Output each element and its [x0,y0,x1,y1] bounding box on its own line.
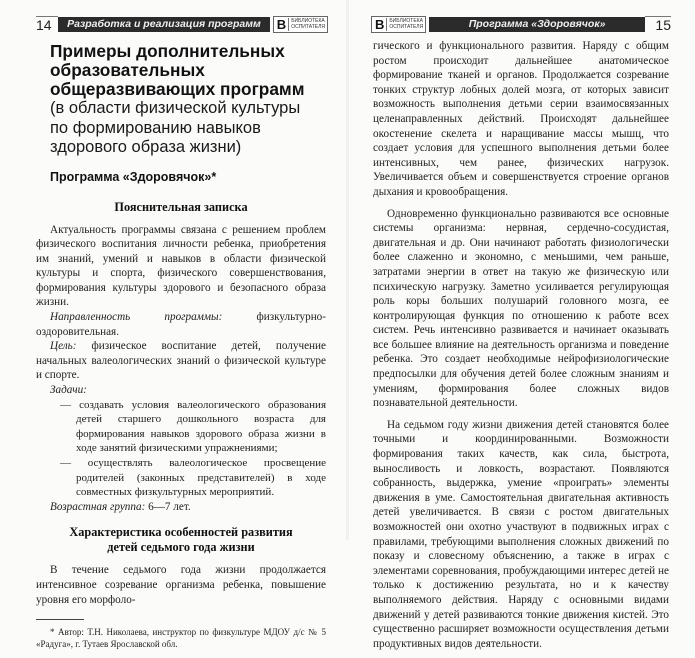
section-title-characteristics: Характеристика особенностей развития детей седьмого года жизни [69,525,293,555]
right-page-body [373,39,669,658]
right-running-header [371,16,671,33]
direction-line: Направленность программы: физкультурно-оздоровительная. [36,311,326,338]
program-title: Программа «Здоровячок»* [50,169,217,184]
logo-line-2: ОСПИТАТЕЛЯ [389,23,424,30]
age-group-line: Возрастная группа: 6—7 лет. [50,500,191,513]
goal-line: Цель: физическое воспитание детей, получение начальных валеологических знаний о физической культуре и спорте. [36,340,326,382]
logo-letter-icon: В [373,18,387,31]
running-header-title: Разработка и реализация программ [58,17,270,32]
task-item: — создавать условия валеологического образования детей старшего дошкольного возраста для формирования навыков здорового образа жизни в ходе занятий физическими упражнениями; [60,398,326,455]
section-title-explanatory-note: Пояснительная записка [114,199,248,214]
page-number: 15 [645,16,671,33]
characteristics-paragraph: В течение седьмого года жизни продолжается интенсивное созревание организма ребенка, повышение уровня его морфоло- [36,564,326,606]
task-item: — осуществлять валеологическое просвещение родителей (законных представителей) в ходе совместных физкультурных мероприятий. [60,457,326,499]
library-logo [273,16,328,33]
page-number: 14 [36,16,58,33]
logo-line-2: ОСПИТАТЕЛЯ [291,23,325,30]
running-header-title: Программа «Здоровячок» [429,17,645,32]
tasks-label: Задачи: [50,384,87,397]
body-paragraph: Одновременно функционально развиваются все основные системы организма: нервная, сердечно-сосудистая, двигательная и др. Они начинают работать физиологически более слаженно и экономно, с меньшими, чем раньше, затратами энергии в ответ на такую же физическую или психическую нагрузку. Заметно усиливается регулирующая роль коры больших полушарий головного мозга, ее контролирующая функция по отношению к работе всех систем. Речь интенсивно развивается и начинает оказывать все большее влияние на деятельность организма и поведение ребенка. Это создает необходимые нейрофизиологические предпосылки для обучения детей более сложным знаниям и умениям, формирования более сложных видов познавательной деятельности. [373,207,669,410]
left-page-body [36,42,326,650]
library-logo [371,16,426,33]
body-paragraph: гического и функционального развития. Наряду с общим ростом происходит дальнейшее анатомическое формирование тканей и органов. Продолжается созревание тонких структур лобных долей мозга, от которых зависит возможность выполнения детьми серии взаимосвязанных целенаправленных действий. Происходят дальнейшее окостенение скелета и наращивание массы мышц, что создает условия для успешного выполнения детьми более интенсивных, чем ранее, физических нагрузок. Увеличивается объем и совершенствуется строение органов дыхания и кровообращения. [373,40,669,198]
chapter-subtitle: (в области физической культуры по формированию навыков здорового образа жизни) [50,99,301,156]
logo-line-1: БИБЛИОТЕКА [389,18,423,24]
body-paragraph: На седьмом году жизни движения детей становятся более точными и координированными. Возможности формирования таких качеств, как сила, быстрота, выносливость и ловкость, возрастают. Появляются собранность, выдержка, умение «проиграть» элементы движения в уме. Самостоятельная двигательная активность детей увеличивается. В связи с ростом двигательных возможностей они охотно участвуют в подвижных играх с правилами, требующими выполнения сложных движений по показу и словесному объяснению, а также в играх с элементами соревнования, пробуждающими интерес детей не только к достижению результата, но и к качеству выполняемого действия. Наряду с основными видами движений у детей развиваются тонкие движения кистей. Это существенно расширяет возможности осуществления детьми продуктивных видов деятельности. [373,418,669,650]
logo-letter-icon: В [275,18,289,31]
logo-line-1: БИБЛИОТЕКА [291,18,325,24]
chapter-title: Примеры дополнительных образовательных общеразвивающих программ [50,41,305,99]
right-page [348,0,695,650]
left-page [0,0,348,650]
footnote: * Автор: Т.Н. Николаева, инструктор по физкультуре МДОУ д/с № 5 «Радуга», г. Тутаев Ярославской обл. [36,627,326,650]
left-running-header [36,16,328,33]
intro-paragraph: Актуальность программы связана с решением проблем физического воспитания личности ребенка, приобретения им знаний, умений и навыков в области физической культуры и спорта, физического совершенствования, формирования культуры здорового и безопасного образа жизни. [36,223,326,309]
footnote-divider [36,619,84,620]
